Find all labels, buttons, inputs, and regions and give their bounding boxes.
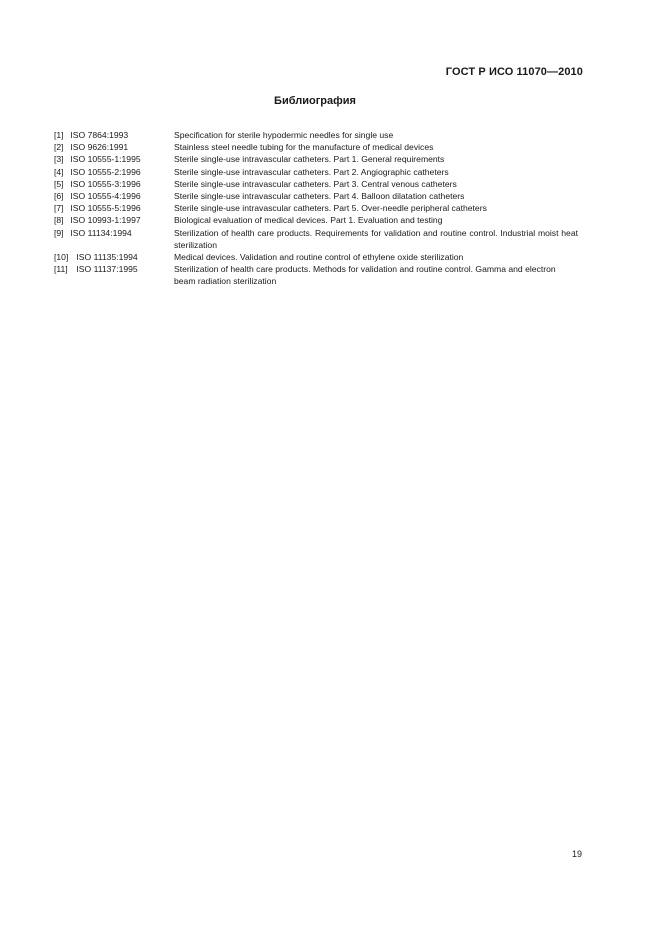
bibliography-entry — [54, 178, 578, 190]
bibliography-entry — [54, 263, 578, 287]
bibliography-heading: Библиография — [274, 95, 356, 107]
reference-number: [1] — [54, 130, 64, 140]
standard-title: Biological evaluation of medical devices. Part 1. Evaluation and testing — [174, 215, 443, 226]
standard-code: ISO 10555-4:1996 — [70, 191, 141, 202]
reference-number: [8] — [54, 215, 64, 226]
reference-number: [4] — [54, 166, 64, 177]
bibliography-entry — [54, 153, 578, 165]
document-code: ГОСТ Р ИСО 11070—2010 — [445, 66, 583, 78]
standard-code: ISO 10555-2:1996 — [70, 166, 141, 177]
bibliography-entry — [54, 214, 578, 226]
bibliography-entry — [54, 227, 578, 251]
bibliography-list — [54, 129, 578, 288]
reference-id — [54, 190, 174, 202]
reference-number: [9] — [54, 227, 64, 238]
reference-number: [11] — [54, 264, 68, 275]
bibliography-entry — [54, 141, 578, 153]
standard-code: ISO 7864:1993 — [70, 130, 129, 140]
standard-title: Specification for sterile hypodermic needles for single use — [174, 130, 394, 140]
standard-code: ISO 11135:1994 — [76, 252, 138, 263]
bibliography-entry — [54, 251, 578, 263]
reference-id — [54, 129, 174, 141]
standard-code: ISO 10555-3:1996 — [70, 178, 141, 189]
standard-title: Sterilization of health care products. Methods for validation and routine control. Gamma and electron beam radiation sterilization — [174, 264, 556, 287]
standard-title: Sterile single-use intravascular catheters. Part 2. Angiographic catheters — [174, 166, 449, 177]
standard-code: ISO 9626:1991 — [70, 142, 129, 153]
reference-number: [3] — [54, 154, 64, 165]
reference-number: [6] — [54, 191, 64, 202]
standard-code: ISO 10555-1:1995 — [70, 154, 141, 165]
reference-id — [54, 178, 174, 190]
standard-title: Sterile single-use intravascular catheters. Part 1. General requirements — [174, 154, 445, 165]
bibliography-entry — [54, 129, 578, 141]
standard-title: Stainless steel needle tubing for the manufacture of medical devices — [174, 142, 434, 153]
standard-title: Sterilization of health care products. Requirements for validation and routine control. Industrial moist heat sterilization — [174, 227, 578, 250]
reference-id — [54, 214, 174, 226]
reference-number: [10] — [54, 252, 69, 263]
reference-id — [54, 141, 174, 153]
reference-id — [54, 263, 174, 275]
standard-title: Sterile single-use intravascular catheters. Part 3. Central venous catheters — [174, 178, 457, 189]
reference-number: [5] — [54, 178, 64, 189]
reference-id — [54, 153, 174, 165]
standard-code: ISO 10555-5:1996 — [70, 203, 141, 214]
reference-id — [54, 251, 174, 263]
standard-title: Sterile single-use intravascular catheters. Part 4. Balloon dilatation catheters — [174, 191, 465, 202]
standard-code: ISO 11134:1994 — [70, 227, 132, 238]
page-number: 19 — [571, 849, 582, 859]
reference-number: [2] — [54, 142, 64, 153]
reference-id — [54, 202, 174, 214]
standard-title: Sterile single-use intravascular catheters. Part 5. Over-needle peripheral catheters — [174, 203, 487, 214]
standard-code: ISO 10993-1:1997 — [70, 215, 141, 226]
reference-id — [54, 166, 174, 178]
bibliography-entry — [54, 166, 578, 178]
reference-id — [54, 227, 174, 239]
standard-code: ISO 11137:1995 — [76, 264, 138, 275]
reference-number: [7] — [54, 203, 64, 214]
standard-title: Medical devices. Validation and routine control of ethylene oxide sterilization — [174, 252, 464, 263]
bibliography-entry — [54, 190, 578, 202]
bibliography-entry — [54, 202, 578, 214]
